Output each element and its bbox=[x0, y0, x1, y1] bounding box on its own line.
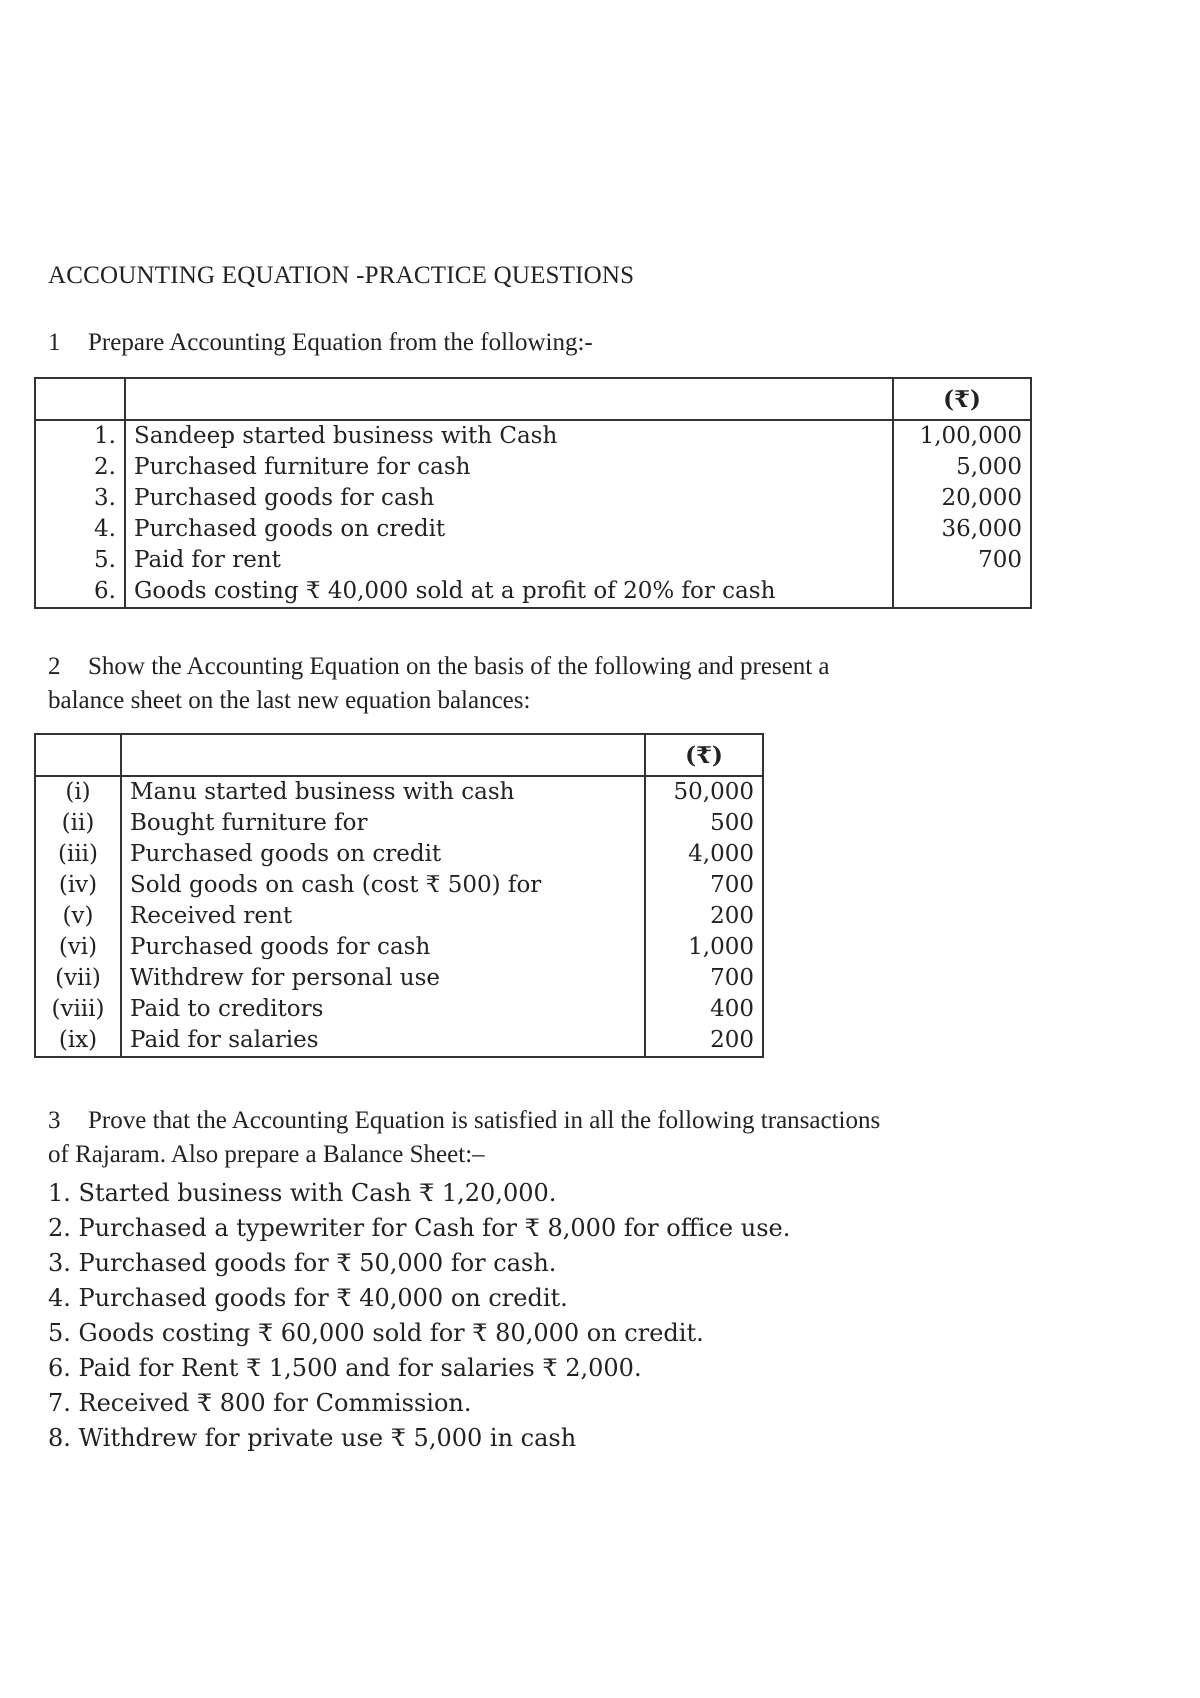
list-item: 4. Purchased goods for ₹ 40,000 on credit. bbox=[48, 1284, 568, 1312]
row-number: 2. bbox=[35, 452, 125, 483]
question-2-text-line-2: balance sheet on the last new equation balances: bbox=[48, 687, 531, 714]
row-amount: 500 bbox=[710, 810, 754, 836]
table-row bbox=[35, 963, 763, 994]
row-amount: 50,000 bbox=[673, 779, 754, 805]
table-row bbox=[35, 901, 763, 932]
serial-header bbox=[35, 378, 125, 420]
table-row bbox=[35, 545, 1031, 576]
question-2-number: 2 bbox=[48, 653, 61, 680]
table-row bbox=[35, 483, 1031, 514]
row-description: Purchased goods for cash bbox=[121, 932, 645, 963]
description-header bbox=[121, 734, 645, 776]
table-row bbox=[35, 514, 1031, 545]
row-description: Purchased furniture for cash bbox=[125, 452, 893, 483]
row-description: Paid for salaries bbox=[121, 1025, 645, 1057]
row-amount: 5,000 bbox=[956, 454, 1022, 480]
row-number: (viii) bbox=[35, 994, 121, 1025]
row-number: 4. bbox=[35, 514, 125, 545]
table-header-row bbox=[35, 734, 763, 776]
row-number: (iii) bbox=[35, 839, 121, 870]
row-description: Purchased goods for cash bbox=[125, 483, 893, 514]
row-description: Paid for rent bbox=[125, 545, 893, 576]
row-number: (ix) bbox=[35, 1025, 121, 1057]
row-number: (v) bbox=[35, 901, 121, 932]
question-3-number: 3 bbox=[48, 1107, 61, 1134]
row-description: Sold goods on cash (cost ₹ 500) for bbox=[121, 870, 645, 901]
row-number: 6. bbox=[35, 576, 125, 608]
question-3-text-line-1: Prove that the Accounting Equation is satisfied in all the following transactions bbox=[88, 1107, 881, 1134]
serial-header bbox=[35, 734, 121, 776]
question-3-heading bbox=[48, 1104, 880, 1172]
question-1-text: Prepare Accounting Equation from the following:- bbox=[88, 329, 593, 356]
table-row bbox=[35, 808, 763, 839]
page-title: ACCOUNTING EQUATION -PRACTICE QUESTIONS bbox=[48, 262, 635, 289]
question-2-text-line-1: Show the Accounting Equation on the basis of the following and present a bbox=[88, 653, 830, 680]
currency-header: (₹) bbox=[893, 378, 1031, 420]
list-item: 5. Goods costing ₹ 60,000 sold for ₹ 80,000 on credit. bbox=[48, 1319, 704, 1347]
row-amount: 400 bbox=[710, 996, 754, 1022]
row-amount: 1,000 bbox=[688, 934, 754, 960]
currency-header: (₹) bbox=[645, 734, 763, 776]
row-description: Purchased goods on credit bbox=[125, 514, 893, 545]
description-header bbox=[125, 378, 893, 420]
row-description: Paid to creditors bbox=[121, 994, 645, 1025]
table-row bbox=[35, 420, 1031, 452]
list-item: 1. Started business with Cash ₹ 1,20,000. bbox=[48, 1179, 557, 1207]
list-item: 7. Received ₹ 800 for Commission. bbox=[48, 1389, 472, 1417]
row-number: (vi) bbox=[35, 932, 121, 963]
row-description: Purchased goods on credit bbox=[121, 839, 645, 870]
list-item: 3. Purchased goods for ₹ 50,000 for cash. bbox=[48, 1249, 557, 1277]
row-description: Withdrew for personal use bbox=[121, 963, 645, 994]
question-1-heading bbox=[48, 326, 593, 360]
row-description: Sandeep started business with Cash bbox=[125, 420, 893, 452]
row-amount: 4,000 bbox=[688, 841, 754, 867]
question-2-table bbox=[34, 733, 764, 1058]
row-amount: 36,000 bbox=[941, 516, 1022, 542]
question-2-heading bbox=[48, 650, 830, 718]
question-3-transaction-list bbox=[48, 1176, 790, 1456]
row-amount: 200 bbox=[710, 1027, 754, 1053]
table-row bbox=[35, 839, 763, 870]
row-number: (vii) bbox=[35, 963, 121, 994]
row-number: (ii) bbox=[35, 808, 121, 839]
row-description: Goods costing ₹ 40,000 sold at a profit of 20% for cash bbox=[125, 576, 893, 608]
question-1-table bbox=[34, 377, 1032, 609]
row-description: Bought furniture for bbox=[121, 808, 645, 839]
table-row bbox=[35, 994, 763, 1025]
row-amount bbox=[893, 576, 1031, 608]
row-amount: 20,000 bbox=[941, 485, 1022, 511]
row-number: 5. bbox=[35, 545, 125, 576]
question-1-number: 1 bbox=[48, 329, 61, 356]
row-number: (i) bbox=[35, 776, 121, 808]
row-amount: 1,00,000 bbox=[919, 423, 1022, 449]
row-amount: 700 bbox=[710, 872, 754, 898]
list-item: 6. Paid for Rent ₹ 1,500 and for salaries ₹ 2,000. bbox=[48, 1354, 642, 1382]
row-number: 1. bbox=[35, 420, 125, 452]
list-item: 8. Withdrew for private use ₹ 5,000 in cash bbox=[48, 1424, 577, 1452]
table-row bbox=[35, 932, 763, 963]
row-number: 3. bbox=[35, 483, 125, 514]
table-row bbox=[35, 776, 763, 808]
table-row bbox=[35, 1025, 763, 1057]
row-amount: 700 bbox=[978, 547, 1022, 573]
row-description: Manu started business with cash bbox=[121, 776, 645, 808]
question-3-text-line-2: of Rajaram. Also prepare a Balance Sheet:– bbox=[48, 1141, 485, 1168]
row-number: (iv) bbox=[35, 870, 121, 901]
list-item: 2. Purchased a typewriter for Cash for ₹ 8,000 for office use. bbox=[48, 1214, 791, 1242]
table-row bbox=[35, 452, 1031, 483]
table-header-row bbox=[35, 378, 1031, 420]
table-row bbox=[35, 870, 763, 901]
row-amount: 200 bbox=[710, 903, 754, 929]
table-row bbox=[35, 576, 1031, 608]
row-amount: 700 bbox=[710, 965, 754, 991]
row-description: Received rent bbox=[121, 901, 645, 932]
